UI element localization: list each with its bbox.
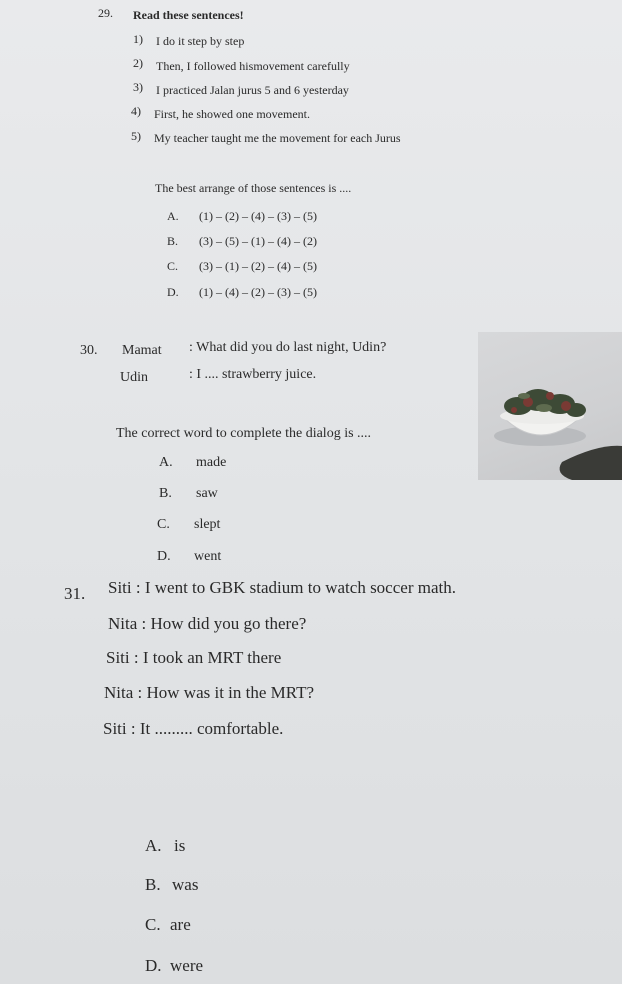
dialog-line: : I .... strawberry juice.	[189, 367, 317, 382]
option-letter: C.	[167, 259, 179, 273]
option-text: (1) – (4) – (2) – (3) – (5)	[199, 285, 317, 299]
question-number: 31.	[64, 584, 86, 603]
sentence-number: 1)	[133, 32, 143, 46]
sentence-text: I practiced Jalan jurus 5 and 6 yesterday	[156, 83, 349, 97]
option-text: (3) – (5) – (1) – (4) – (2)	[199, 234, 317, 248]
option-letter: B.	[145, 875, 161, 894]
sentence-text: First, he showed one movement.	[154, 107, 310, 121]
question-text: The correct word to complete the dialog is ....	[116, 426, 372, 441]
option-letter: D.	[157, 549, 171, 564]
option-letter: B.	[159, 486, 172, 501]
dialog-line: Siti : I went to GBK stadium to watch soccer math.	[108, 578, 456, 597]
option-letter: A.	[167, 209, 179, 223]
dialog-line: Siti : I took an MRT there	[106, 648, 282, 667]
option-text: (3) – (1) – (2) – (4) – (5)	[199, 259, 317, 273]
food-photo	[478, 332, 622, 480]
option-text: made	[196, 455, 227, 470]
option-letter: D.	[167, 285, 179, 299]
option-letter: B.	[167, 234, 179, 248]
option-text: (1) – (2) – (4) – (3) – (5)	[199, 209, 317, 223]
question-text: The best arrange of those sentences is ....	[155, 181, 352, 195]
sentence-text: My teacher taught me the movement for each Jurus	[154, 131, 401, 145]
dialog-line: Siti : It ......... comfortable.	[103, 719, 284, 738]
dialog-line: Nita : How was it in the MRT?	[104, 683, 315, 702]
option-text: is	[174, 836, 186, 855]
dialog-line: : What did you do last night, Udin?	[189, 340, 387, 355]
dialog-speaker: Udin	[120, 370, 148, 385]
sentence-text: I do it step by step	[156, 34, 245, 48]
option-text: was	[172, 875, 199, 894]
option-text: slept	[194, 517, 221, 532]
question-number: 29.	[98, 6, 113, 20]
sentence-text: Then, I followed hismovement carefully	[156, 59, 350, 73]
sentence-number: 3)	[133, 80, 143, 94]
dialog-line: Nita : How did you go there?	[108, 614, 307, 633]
question-prompt: Read these sentences!	[133, 8, 244, 22]
option-letter: D.	[145, 956, 162, 975]
sentence-number: 4)	[131, 104, 141, 118]
option-letter: A.	[159, 455, 173, 470]
option-text: went	[194, 549, 222, 564]
option-text: are	[170, 915, 191, 934]
sentence-number: 2)	[133, 56, 143, 70]
question-number: 30.	[80, 343, 98, 358]
salad-bowl-image	[478, 332, 622, 480]
sentence-number: 5)	[131, 129, 141, 143]
option-text: saw	[196, 486, 218, 501]
option-text: were	[170, 956, 204, 975]
dialog-speaker: Mamat	[122, 343, 162, 358]
option-letter: A.	[145, 836, 162, 855]
option-letter: C.	[157, 517, 170, 532]
option-letter: C.	[145, 915, 161, 934]
